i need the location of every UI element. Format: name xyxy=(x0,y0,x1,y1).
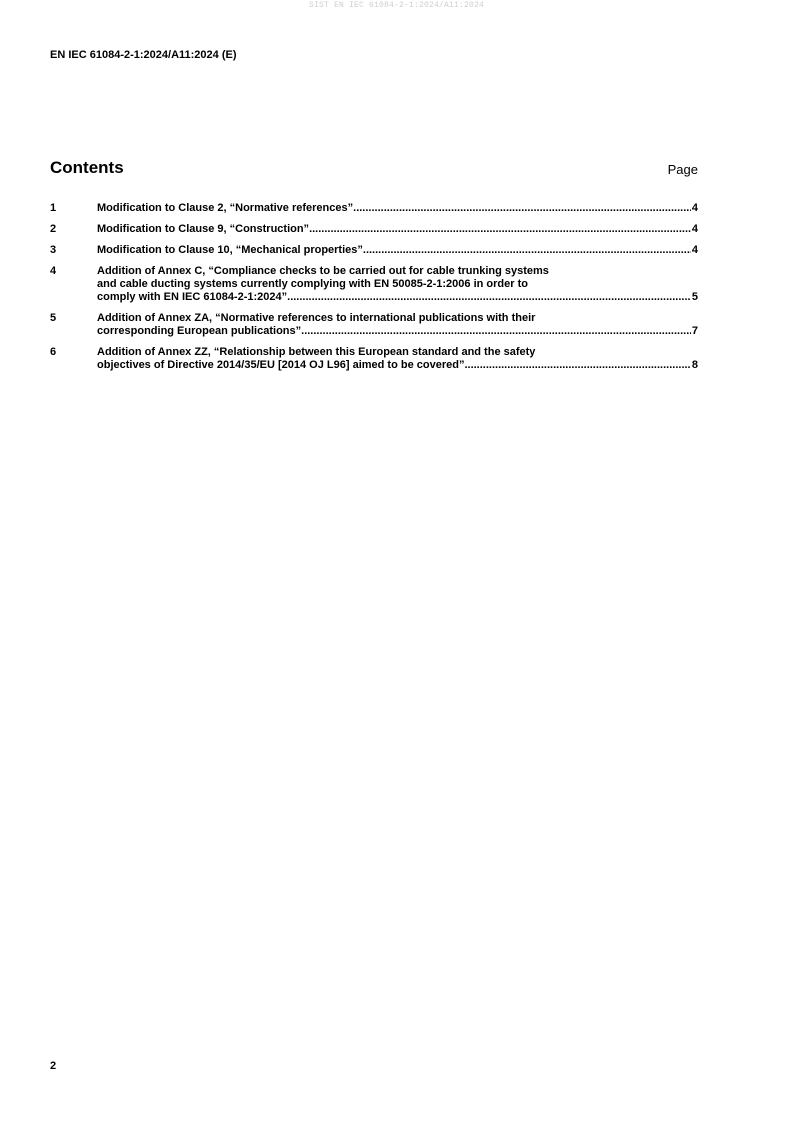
toc-entry[interactable] xyxy=(50,312,698,338)
toc-dot-leader xyxy=(353,202,691,215)
toc-entry-last-line xyxy=(97,359,698,372)
toc-entry-number: 6 xyxy=(50,346,57,358)
toc-entry-last-line xyxy=(97,325,698,338)
toc-entry-number: 1 xyxy=(50,202,57,214)
toc-entry-last-line xyxy=(97,202,698,215)
toc-entry-title-line: Addition of Annex ZZ, “Relationship between this European standard and the safety xyxy=(97,346,536,358)
toc-entry-last-line xyxy=(97,223,698,236)
toc-entry-title-line: Modification to Clause 9, “Construction” xyxy=(97,223,310,235)
contents-title: Contents xyxy=(50,158,124,177)
toc-entry-title xyxy=(97,202,698,215)
toc-dot-leader xyxy=(301,325,691,338)
toc-entry-title-line: Modification to Clause 2, “Normative references” xyxy=(97,202,354,214)
toc-entry-title xyxy=(97,244,698,257)
toc-entry-page: 4 xyxy=(691,202,698,214)
toc-entry-number: 3 xyxy=(50,244,57,256)
toc-entry-title-line: Modification to Clause 10, “Mechanical properties” xyxy=(97,244,363,256)
watermark: SIST EN IEC 61084-2-1:2024/A11:2024 xyxy=(308,1,485,10)
toc-entry[interactable] xyxy=(50,244,698,257)
toc-entry-number: 4 xyxy=(50,265,57,277)
toc-entry-title xyxy=(97,223,698,236)
contents-heading xyxy=(50,158,698,180)
document-id-header: EN IEC 61084-2-1:2024/A11:2024 (E) xyxy=(50,49,237,61)
toc-entry-title-line: objectives of Directive 2014/35/EU [2014 OJ L96] aimed to be covered” xyxy=(97,359,465,371)
toc-dot-leader xyxy=(363,244,691,257)
toc-entry-title xyxy=(97,312,698,338)
toc-entry[interactable] xyxy=(50,202,698,215)
toc-entry-title-line: corresponding European publications” xyxy=(97,325,302,337)
toc-entry[interactable] xyxy=(50,223,698,236)
table-of-contents xyxy=(50,202,698,380)
toc-entry-page: 4 xyxy=(691,244,698,256)
toc-entry-title xyxy=(97,265,698,304)
toc-entry-page: 7 xyxy=(691,325,698,337)
toc-entry[interactable] xyxy=(50,265,698,304)
page-column-label: Page xyxy=(667,162,698,177)
toc-dot-leader xyxy=(464,359,690,372)
toc-dot-leader xyxy=(309,223,691,236)
toc-entry-title-line: Addition of Annex ZA, “Normative references to international publications with their xyxy=(97,312,536,324)
toc-entry-title xyxy=(97,346,698,372)
toc-entry[interactable] xyxy=(50,346,698,372)
toc-entry-last-line xyxy=(97,244,698,257)
toc-entry-number: 2 xyxy=(50,223,57,235)
page-number: 2 xyxy=(50,1060,57,1072)
toc-entry-title-line: comply with EN IEC 61084-2-1:2024” xyxy=(97,291,288,303)
toc-dot-leader xyxy=(287,291,691,304)
toc-entry-page: 8 xyxy=(691,359,698,371)
toc-entry-page: 4 xyxy=(691,223,698,235)
toc-entry-title-line: and cable ducting systems currently complying with EN 50085-2-1:2006 in order to xyxy=(97,278,528,290)
toc-entry-page: 5 xyxy=(691,291,698,303)
toc-entry-title-line: Addition of Annex C, “Compliance checks to be carried out for cable trunking systems xyxy=(97,265,549,277)
toc-entry-last-line xyxy=(97,291,698,304)
toc-entry-number: 5 xyxy=(50,312,57,324)
